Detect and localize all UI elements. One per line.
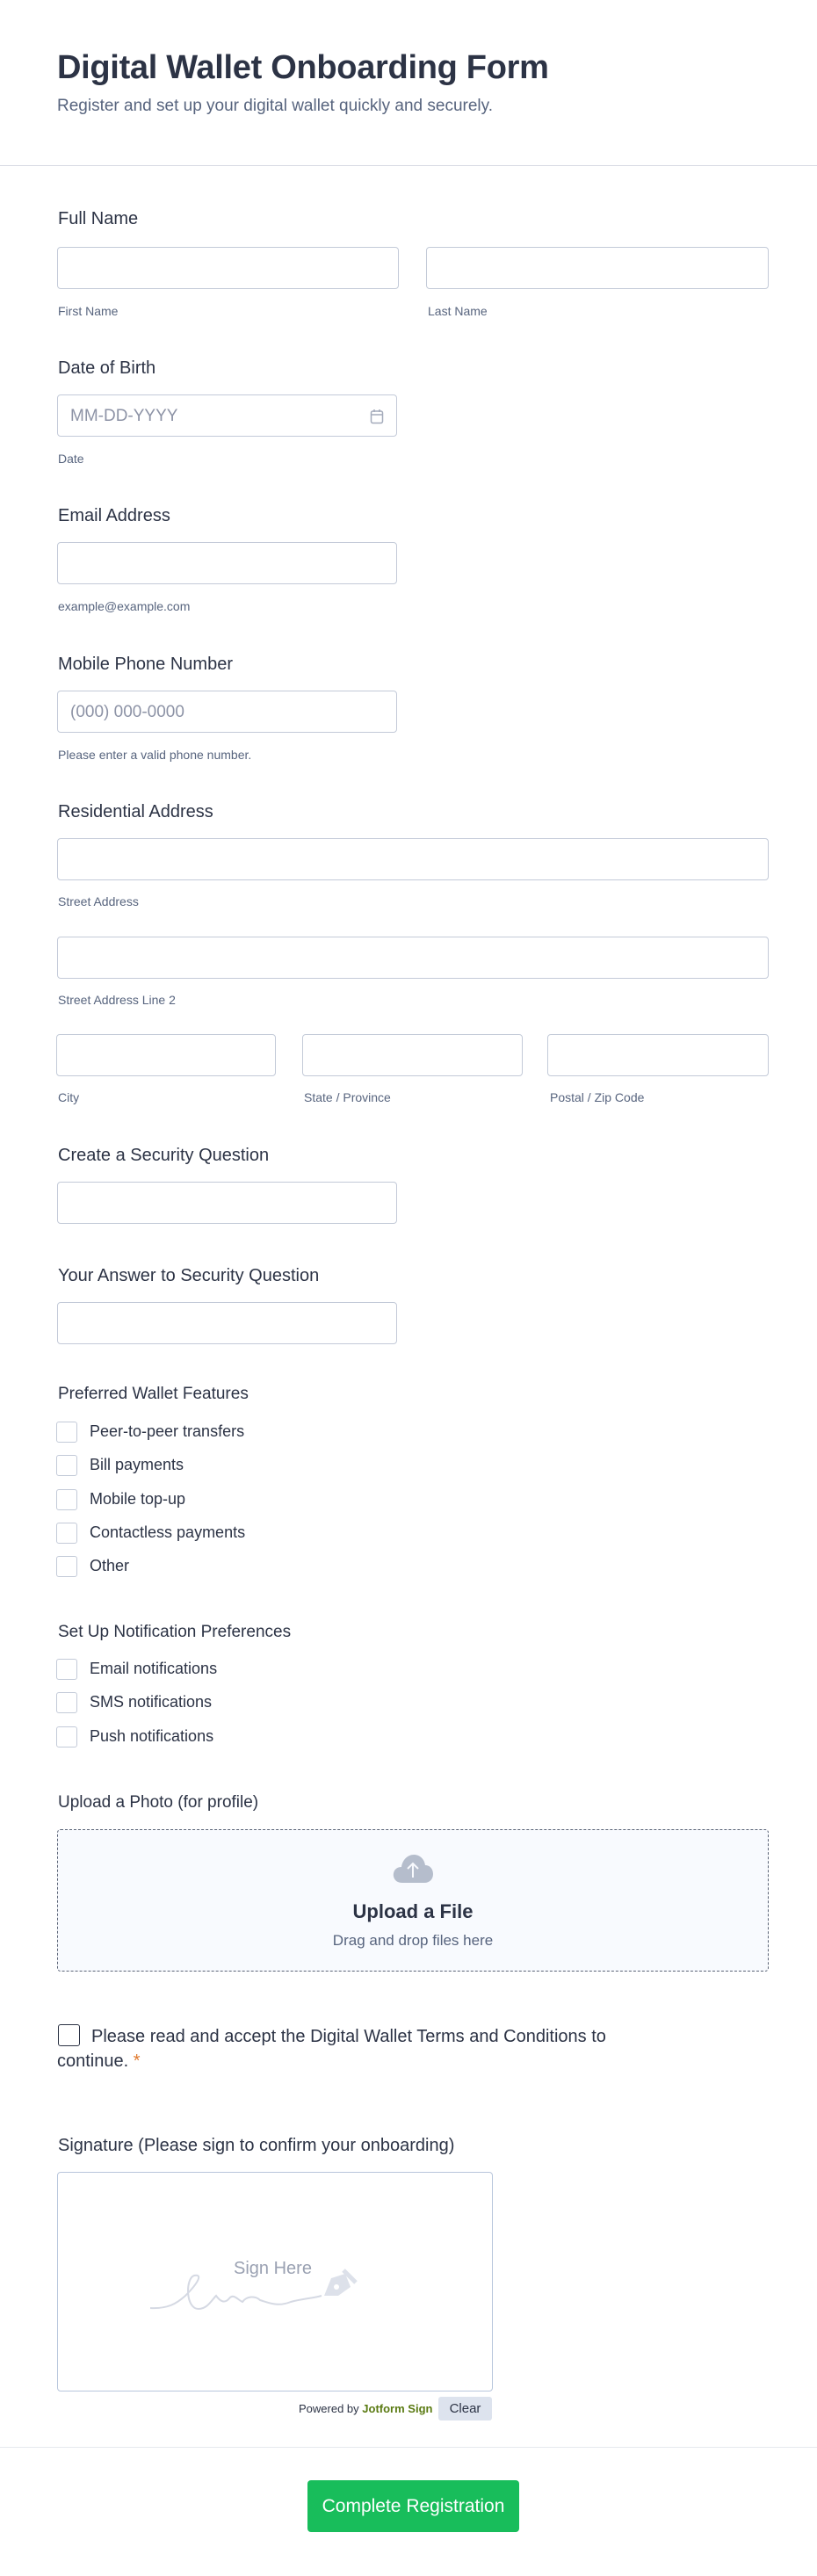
feature-option-label: Contactless payments	[90, 1523, 246, 1541]
feature-option-label: Bill payments	[90, 1456, 184, 1473]
sign-here-placeholder: Sign Here	[234, 2259, 312, 2278]
address-label: Residential Address	[58, 802, 213, 821]
city-sublabel: City	[58, 1090, 80, 1104]
email-input[interactable]	[57, 542, 397, 584]
email-sublabel: example@example.com	[58, 599, 191, 613]
city-input[interactable]	[56, 1034, 276, 1076]
header-divider	[0, 165, 817, 166]
last-name-input[interactable]	[426, 247, 769, 289]
signature-pad[interactable]	[57, 2172, 493, 2391]
dob-input[interactable]	[57, 394, 397, 437]
street2-input[interactable]	[57, 937, 769, 979]
phone-sublabel: Please enter a valid phone number.	[58, 748, 252, 762]
upload-dropzone[interactable]	[57, 1829, 769, 1972]
dob-label: Date of Birth	[58, 358, 156, 378]
notification-option-label: Email notifications	[90, 1660, 218, 1677]
checkbox-feature[interactable]	[56, 1455, 77, 1476]
security-answer-input[interactable]	[57, 1302, 397, 1344]
email-label: Email Address	[58, 506, 170, 525]
security-question-input[interactable]	[57, 1182, 397, 1224]
checkbox-notification[interactable]	[56, 1726, 77, 1747]
page-subtitle: Register and set up your digital wallet quickly and securely.	[57, 97, 494, 115]
street-input[interactable]	[57, 838, 769, 880]
features-label: Preferred Wallet Features	[58, 1385, 249, 1403]
notification-option-label: SMS notifications	[90, 1693, 213, 1711]
street-sublabel: Street Address	[58, 894, 139, 908]
postal-input[interactable]	[547, 1034, 769, 1076]
cloud-upload-icon	[392, 1853, 434, 1885]
calendar-icon[interactable]	[370, 409, 384, 424]
upload-title: Upload a File	[352, 1900, 474, 1922]
phone-label: Mobile Phone Number	[58, 655, 233, 674]
powered-by-text: Powered by	[299, 2402, 359, 2415]
upload-hint: Drag and drop files here	[332, 1932, 494, 1949]
first-name-sublabel: First Name	[58, 304, 119, 318]
feature-option-label: Mobile top-up	[90, 1490, 186, 1508]
checkbox-notification[interactable]	[56, 1659, 77, 1680]
checkbox-notification[interactable]	[56, 1692, 77, 1713]
page-title: Digital Wallet Onboarding Form	[57, 49, 549, 86]
last-name-sublabel: Last Name	[428, 304, 488, 318]
full-name-label: Full Name	[58, 209, 139, 228]
checkbox-feature[interactable]	[56, 1422, 77, 1443]
dob-placeholder: MM-DD-YYYY	[70, 407, 178, 425]
checkbox-feature[interactable]	[56, 1489, 77, 1510]
first-name-input[interactable]	[57, 247, 399, 289]
feature-option-label: Other	[90, 1557, 130, 1574]
checkbox-feature[interactable]	[56, 1556, 77, 1577]
signature-pen-icon	[150, 2247, 405, 2318]
signature-label: Signature (Please sign to confirm your onboarding)	[58, 2136, 455, 2155]
terms-text	[57, 2024, 654, 2073]
upload-label: Upload a Photo (for profile)	[58, 1793, 259, 1812]
state-input[interactable]	[302, 1034, 523, 1076]
jotform-sign-brand[interactable]: Jotform Sign	[362, 2402, 433, 2415]
postal-sublabel: Postal / Zip Code	[550, 1090, 645, 1104]
notification-option-label: Push notifications	[90, 1727, 214, 1745]
state-sublabel: State / Province	[304, 1090, 391, 1104]
phone-placeholder: (000) 000-0000	[70, 703, 184, 721]
dob-sublabel: Date	[58, 452, 84, 466]
security-answer-label: Your Answer to Security Question	[58, 1266, 320, 1285]
required-asterisk: *	[133, 2051, 141, 2071]
feature-option-label: Peer-to-peer transfers	[90, 1422, 245, 1440]
powered-by	[299, 2402, 432, 2415]
complete-registration-button[interactable]: Complete Registration	[307, 2480, 519, 2532]
checkbox-feature[interactable]	[56, 1523, 77, 1544]
security-question-label: Create a Security Question	[58, 1146, 270, 1165]
footer-divider	[0, 2447, 817, 2448]
phone-input[interactable]	[57, 691, 397, 733]
clear-signature-button[interactable]: Clear	[438, 2397, 492, 2420]
terms-label: Please read and accept the Digital Wallet Terms and Conditions to continue.	[57, 2027, 606, 2071]
notifications-label: Set Up Notification Preferences	[58, 1623, 292, 1641]
street2-sublabel: Street Address Line 2	[58, 993, 176, 1007]
